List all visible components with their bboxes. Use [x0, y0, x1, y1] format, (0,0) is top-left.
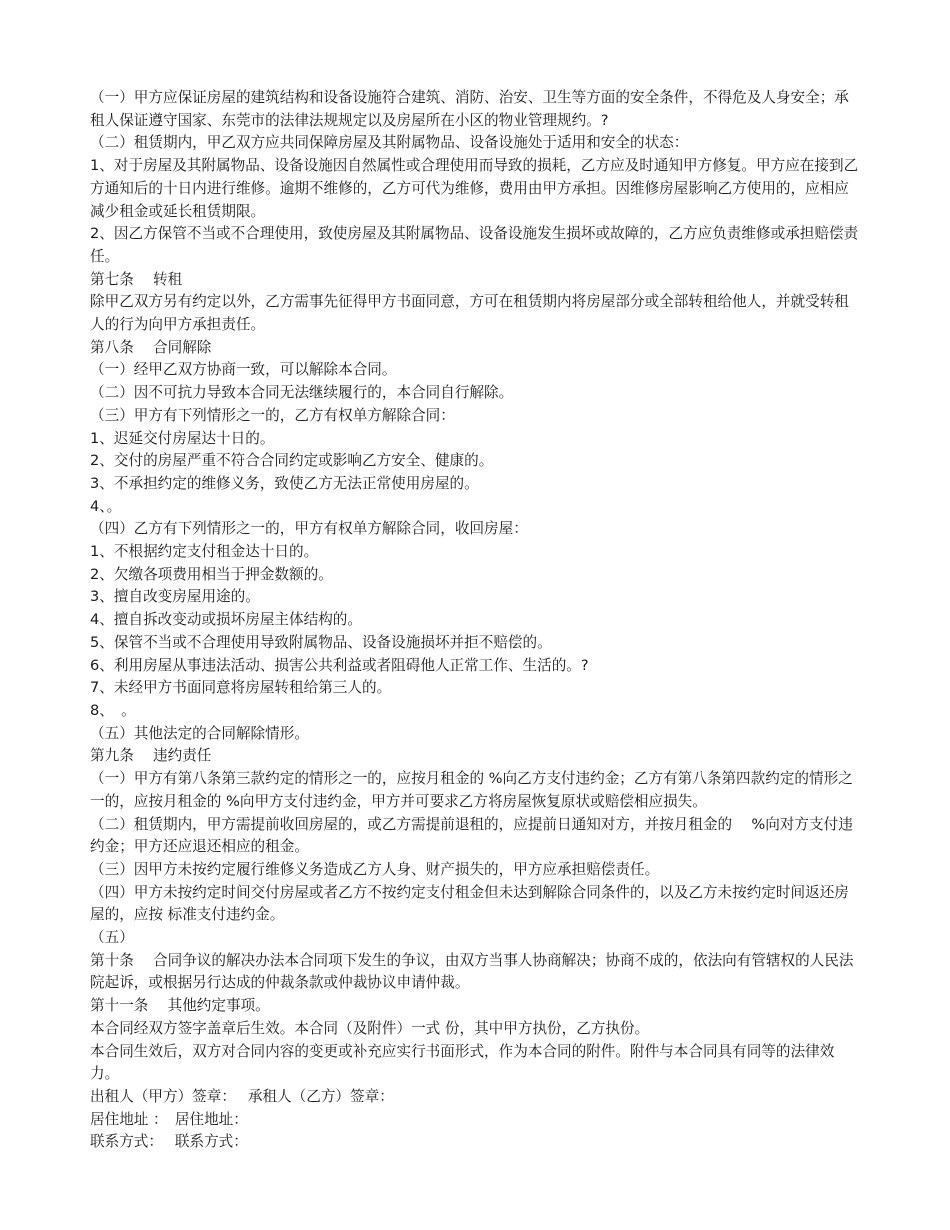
- address-line: 居住地址 ： 居住地址：: [90, 1110, 248, 1128]
- article-heading: 第七条 转租: [90, 270, 183, 288]
- clause-text: （二）因不可抗力导致本合同无法继续履行的，本合同自行解除。: [90, 384, 514, 402]
- clause-text: （三）因甲方未按约定履行维修义务造成乙方人身、财产损失的，甲方应承担赔偿责任。: [90, 860, 660, 878]
- clause-text: 2、交付的房屋严重不符合合同约定或影响乙方安全、健康的。: [90, 452, 494, 470]
- contact-line: 联系方式： 联系方式：: [90, 1133, 248, 1151]
- clause-text: （四）甲方未按约定时间交付房屋或者乙方不按约定支付租金但未达到解除合同条件的，以及乙方未按约定时间返还房屋的，应按 标准支付违约金。: [90, 883, 849, 924]
- clause-text: （二）租赁期内，甲乙双方应共同保障房屋及其附属物品、设备设施处于适用和安全的状态：: [90, 134, 689, 152]
- clause-text: 6、利用房屋从事违法活动、损害公共利益或者阻碍他人正常工作、生活的。?: [90, 656, 589, 674]
- clause-text: 8、 。: [90, 701, 136, 719]
- clause-text: 1、不根据约定支付租金达十日的。: [90, 543, 319, 561]
- clause-text: 1、迟延交付房屋达十日的。: [90, 429, 275, 447]
- clause-text: （五）其他法定的合同解除情形。: [90, 724, 309, 742]
- clause-text: （一）经甲乙双方协商一致，可以解除本合同。: [90, 361, 397, 379]
- clause-text: 7、未经甲方书面同意将房屋转租给第三人的。: [90, 679, 392, 697]
- clause-text: 2、欠缴各项费用相当于押金数额的。: [90, 565, 333, 583]
- article-heading: 第十一条 其他约定事项。: [90, 997, 270, 1015]
- contract-page-body: [90, 87, 860, 1154]
- clause-text: （一）甲方应保证房屋的建筑结构和设备设施符合建筑、消防、治安、卫生等方面的安全条件，不得危及人身安全；承租人保证遵守国家、东莞市的法律法规规定以及房屋所在小区的物业管理规约。?: [90, 89, 849, 129]
- clause-text: 2、因乙方保管不当或不合理使用，致使房屋及其附属物品、设备设施发生损坏或故障的，乙方应负责维修或承担赔偿责任。: [90, 225, 859, 265]
- article-heading: 第九条 违约责任: [90, 747, 212, 765]
- clause-text: 除甲乙双方另有约定以外，乙方需事先征得甲方书面同意，方可在租赁期内将房屋部分或全部转租给他人，并就受转租人的行为向甲方承担责任。: [90, 293, 849, 334]
- clause-text: 4、擅自拆改变动或损坏房屋主体结构的。: [90, 611, 362, 629]
- clause-text: 4、。: [90, 497, 122, 515]
- clause-text: 本合同经双方签字盖章后生效。本合同（及附件）一式 份，其中甲方执份，乙方执份。: [90, 1019, 650, 1037]
- clause-text: （五）: [90, 929, 134, 947]
- clause-text: （一）甲方有第八条第三款约定的情形之一的，应按月租金的 %向乙方支付违约金；乙方有第八条第四款约定的情形之一的，应按月租金的 %向甲方支付违约金，甲方并可要求乙方将房屋恢复原状或赔偿相应损失。: [90, 770, 853, 810]
- clause-text: 3、擅自改变房屋用途的。: [90, 588, 260, 606]
- clause-text: （二）租赁期内，甲方需提前收回房屋的，或乙方需提前退租的，应提前日通知对方，并按月租金的 %向对方支付违约金；甲方还应退还相应的租金。: [90, 815, 853, 856]
- clause-text: （三）甲方有下列情形之一的，乙方有权单方解除合同：: [90, 406, 455, 424]
- article-heading: 第十条 合同争议的解决办法本合同项下发生的争议，由双方当事人协商解决；协商不成的，依法向有管辖权的人民法院起诉，或根据另行达成的仲裁条款或仲裁协议申请仲裁。: [90, 951, 854, 992]
- clause-text: 1、对于房屋及其附属物品、设备设施因自然属性或合理使用而导致的损耗，乙方应及时通知甲方修复。甲方应在接到乙方通知后的十日内进行维修。逾期不维修的，乙方可代为维修，费用由甲方承担。因维修房屋影响乙方使用的，应相应减少租金或延长租赁期限。: [90, 157, 859, 220]
- clause-text: 5、保管不当或不合理使用导致附属物品、设备设施损坏并拒不赔偿的。: [90, 633, 552, 651]
- clause-text: 3、不承担约定的维修义务，致使乙方无法正常使用房屋的。: [90, 474, 479, 492]
- clause-text: （四）乙方有下列情形之一的，甲方有权单方解除合同，收回房屋：: [90, 520, 528, 538]
- clause-text: 本合同生效后，双方对合同内容的变更或补充应实行书面形式，作为本合同的附件。附件与本合同具有同等的法律效力。: [90, 1042, 835, 1083]
- signature-line: 出租人（甲方）签章： 承租人（乙方）签章：: [90, 1087, 394, 1105]
- article-heading: 第八条 合同解除: [90, 338, 212, 356]
